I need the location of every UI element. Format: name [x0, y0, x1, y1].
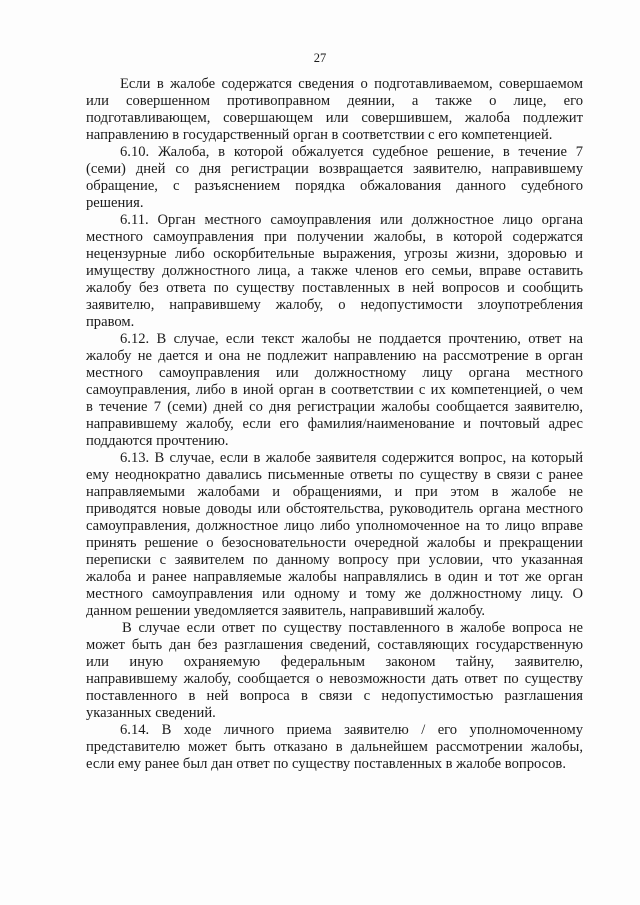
text-line: имуществу должностного лица, а также членов его семьи, вправе оставить: [86, 263, 583, 279]
text-line: представителю может быть отказано в дальнейшем рассмотрении жалобы,: [86, 739, 583, 755]
text-line: в течение 7 (семи) дней со дня регистрации жалобы сообщается заявителю,: [86, 399, 583, 415]
text-line: приводятся новые доводы или обстоятельства, руководитель органа местного: [86, 501, 583, 517]
paragraph-p-6-10: [86, 144, 583, 212]
text-line: жалобу без ответа по существу поставленных в ней вопросов и сообщить: [86, 280, 583, 296]
text-line: самоуправления, должностное лицо либо уполномоченное на то лицо вправе: [86, 518, 583, 534]
text-line: 6.14. В ходе личного приема заявителю / его уполномоченному: [120, 722, 583, 738]
paragraph-p-intro: [86, 76, 583, 144]
text-line: местного самоуправления или одному и тому же должностному лицу. О: [86, 586, 583, 602]
text-line: жалобу не дается и она не подлежит направлению на рассмотрение в орган: [86, 348, 583, 364]
text-line: направившему жалобу, если его фамилия/наименование и почтовый адрес: [86, 416, 583, 432]
paragraph-p-6-14: [86, 722, 583, 773]
text-line: подготавливающем, совершающем или совершившем, жалоба подлежит: [86, 110, 583, 126]
text-line: обращение, с разъяснением порядка обжалования данного судебного: [86, 178, 583, 194]
text-line: если ему ранее был дан ответ по существу поставленных в жалобе вопросов.: [86, 756, 566, 772]
paragraph-p-6-12: [86, 331, 583, 450]
text-line: (семи) дней со дня регистрации возвращается заявителю, направившему: [86, 161, 583, 177]
text-line: принять решение о безосновательности очередной жалобы и прекращении: [86, 535, 583, 551]
text-line: направившему жалобу, сообщается о невозможности дать ответ по существу: [86, 671, 583, 687]
paragraph-p-6-11: [86, 212, 583, 331]
text-line: направлению в государственный орган в соответствии с его компетенцией.: [86, 127, 553, 143]
text-line: 6.10. Жалоба, в которой обжалуется судебное решение, в течение 7: [120, 144, 583, 160]
text-line: переписки с заявителем по данному вопросу при условии, что указанная: [86, 552, 583, 568]
text-line: местного самоуправления или должностному лицу органа местного: [86, 365, 583, 381]
text-line: ему неоднократно давались письменные ответы по существу в связи с ранее: [86, 467, 583, 483]
text-line: 6.11. Орган местного самоуправления или должностное лицо органа: [120, 212, 583, 228]
text-line: или иную охраняемую федеральным законом тайну, заявителю,: [86, 654, 583, 670]
text-line: В случае если ответ по существу поставленного в жалобе вопроса не: [122, 620, 583, 636]
text-line: нецензурные либо оскорбительные выражения, угрозы жизни, здоровью и: [86, 246, 583, 262]
text-line: решения.: [86, 195, 144, 211]
document-body: [86, 76, 583, 773]
paragraph-p-secret: [86, 620, 583, 722]
text-line: заявителю, направившему жалобу, о недопустимости злоупотребления: [86, 297, 583, 313]
text-line: правом.: [86, 314, 135, 330]
text-line: 6.12. В случае, если текст жалобы не поддается прочтению, ответ на: [120, 331, 583, 347]
text-line: указанных сведений.: [86, 705, 216, 721]
text-line: местного самоуправления при получении жалобы, в которой содержатся: [86, 229, 583, 245]
page-number: 27: [313, 51, 327, 65]
text-line: или совершенном противоправном деянии, а также о лице, его: [86, 93, 583, 109]
text-line: поставленного в ней вопроса в связи с недопустимостью разглашения: [86, 688, 583, 704]
text-line: поддаются прочтению.: [86, 433, 229, 449]
text-line: самоуправления, либо в иной орган в соответствии с их компетенцией, о чем: [86, 382, 583, 398]
text-line: направляемыми жалобами и обращениями, и при этом в жалобе не: [86, 484, 583, 500]
text-line: 6.13. В случае, если в жалобе заявителя содержится вопрос, на который: [120, 450, 583, 466]
text-line: данном решении уведомляется заявитель, направивший жалобу.: [86, 603, 486, 619]
text-line: Если в жалобе содержатся сведения о подготавливаемом, совершаемом: [120, 76, 583, 92]
paragraph-p-6-13: [86, 450, 583, 620]
text-line: может быть дан без разглашения сведений, составляющих государственную: [86, 637, 583, 653]
text-line: жалоба и ранее направляемые жалобы направлялись в один и тот же орган: [86, 569, 583, 585]
